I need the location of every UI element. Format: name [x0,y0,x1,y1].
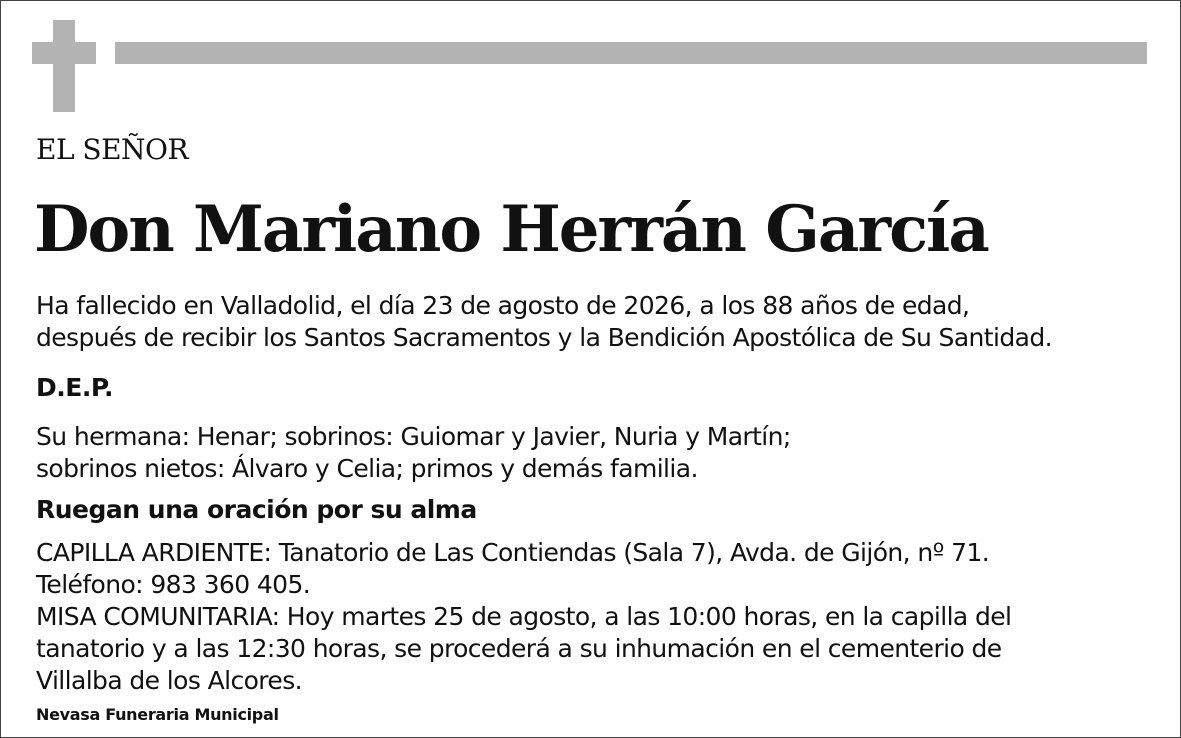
service-details [36,537,1011,697]
header-bar-decoration [115,42,1147,64]
funeral-home-name: Nevasa Funeraria Municipal [36,705,279,724]
family-line: Su hermana: Henar; sobrinos: Guiomar y Javier, Nuria y Martín; [36,422,791,451]
details-line: tanatorio y a las 12:30 horas, se procederá a su inhumación en el cementerio de [36,634,1002,663]
honorific-title: EL SEÑOR [36,133,189,166]
details-line: CAPILLA ARDIENTE: Tanatorio de Las Contiendas (Sala 7), Avda. de Gijón, nº 71. [36,538,990,567]
family-line: sobrinos nietos: Álvaro y Celia; primos y demás familia. [36,454,698,483]
prayer-request: Ruegan una oración por su alma [36,495,477,524]
announcement-line: Ha fallecido en Valladolid, el día 23 de agosto de 2026, a los 88 años de edad, [36,291,970,320]
family-text [36,421,791,485]
announcement-text [36,290,1052,354]
announcement-line: después de recibir los Santos Sacramentos y la Bendición Apostólica de Su Santidad. [36,323,1052,352]
dep-label: D.E.P. [36,373,114,402]
details-line: MISA COMUNITARIA: Hoy martes 25 de agosto, a las 10:00 horas, en la capilla del [36,602,1012,631]
details-line: Villalba de los Alcores. [36,666,302,695]
cross-icon [32,20,96,112]
deceased-name: Don Mariano Herrán García [34,192,988,267]
details-line: Teléfono: 983 360 405. [36,570,311,599]
